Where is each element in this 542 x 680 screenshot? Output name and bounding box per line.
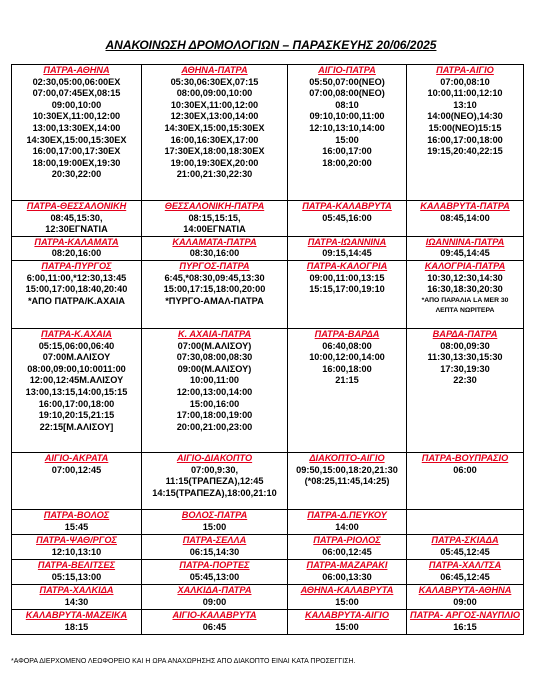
route-row (12, 236, 524, 260)
route-cell (142, 328, 288, 452)
route-header: ΠΑΤΡΑ-ΣΕΛΛΑ (182, 534, 247, 545)
route-header: ΠΑΤΡΑ-ΚΑΛΑΒΡΥΤΑ (302, 201, 392, 211)
departure-times: 05:45,13:00 (189, 571, 240, 582)
departure-times: 06:45,12:45 (440, 571, 490, 582)
departure-times: 16:00,17:00,17:30ΕΧ (32, 146, 121, 157)
departure-times: 05:50,07:00(ΝΕΟ) (309, 76, 385, 87)
departure-times: 16:00,17:00 (322, 146, 372, 157)
departure-times: 14:30ΕΧ,15:00,15:30ΕΧ (164, 122, 265, 133)
departure-times: (*08:25,11:45,14:25) (304, 476, 390, 487)
departure-times: 10:30ΕΧ,11:00,12:00 (170, 99, 259, 110)
route-cell (288, 559, 407, 584)
route-header: ΠΑΤΡΑ-ΒΟΥΠΡΑΣΙΟ (421, 452, 509, 463)
departure-times: 14:00ΕΓΝΑΤΙΑ (183, 224, 246, 235)
page-title: ΑΝΑΚΟΙΝΩΣΗ ΔΡΟΜΟΛΟΓΙΩΝ – ΠΑΡΑΣΚΕΥΗΣ 20/06/2025 (105, 38, 437, 52)
route-cell (142, 559, 288, 584)
departure-times: 09:00,10:00 (51, 99, 102, 110)
route-cell (288, 452, 407, 509)
route-cell (407, 534, 524, 559)
departure-times: 18:00,20:00 (322, 157, 372, 168)
departure-times: 06:40,08:00 (322, 340, 372, 351)
departure-times: 10:30,12:30,14:30 (427, 272, 503, 283)
departure-times: 16:15 (453, 621, 477, 632)
departure-times: 07:00,9:30, (191, 464, 238, 475)
departure-times: 06:45 (202, 621, 227, 632)
route-header: ΑΙΓΙΟ-ΠΑΤΡΑ (318, 65, 376, 75)
route-row (12, 609, 524, 634)
route-cell (142, 509, 288, 534)
departure-times: 22:30 (453, 375, 477, 386)
departure-times: 14:30 (64, 596, 89, 607)
departure-times: 22:15[Μ.ΑΛΙΣΟΥ] (39, 421, 114, 432)
departure-times: 13:00,13:30ΕΧ,14:00 (32, 122, 121, 133)
departure-times: 12:30ΕΧ,13:00,14:00 (170, 111, 259, 122)
route-header: ΠΥΡΓΟΣ-ΠΑΤΡΑ (179, 260, 250, 271)
route-header: ΑΙΓΙΟ-ΚΑΛΑΒΡΥΤΑ (172, 609, 257, 620)
route-cell (407, 452, 524, 509)
departure-times: 16:00,17:00,18:00 (38, 398, 115, 409)
route-cell (12, 534, 142, 559)
departure-times: 13:00,13:15,14:00,15:15 (25, 386, 128, 397)
route-header: ΑΘΗΝΑ-ΠΑΤΡΑ (181, 65, 248, 75)
departure-times: 18:15 (64, 621, 89, 632)
route-header: ΑΘΗΝΑ-ΚΑΛΑΒΡΥΤΑ (300, 584, 394, 595)
route-header: ΠΑΤΡΑ-ΡΙΟΛΟΣ (313, 534, 381, 545)
route-row (12, 559, 524, 584)
departure-times: 15:00,17:15,18:00,20:00 (163, 284, 266, 295)
route-header: ΚΑΛΑΜΑΤΑ-ΠΑΤΡΑ (172, 236, 257, 247)
departure-times: 19:10,20:15,21:15 (38, 410, 115, 421)
departure-times: 05:15,06:00,06:40 (38, 340, 115, 351)
departure-times: 16:00,18:00 (322, 363, 372, 374)
route-header: ΠΑΤΡΑ-ΑΙΓΙΟ (436, 65, 494, 75)
departure-times: 12:10,13:10 (51, 546, 102, 557)
departure-times: 02:30,05:00,06:00ΕΧ (32, 76, 121, 87)
route-cell (142, 236, 288, 260)
route-header: ΠΑΤΡΑ-ΚΑΛΑΜΑΤΑ (34, 236, 119, 247)
departure-times: 16:30,18:30,20:30 (427, 284, 503, 295)
departure-times: 15:15,17:00,19:10 (309, 284, 385, 295)
route-header: ΠΑΤΡΑ-ΧΑΛ/ΤΣΑ (428, 559, 502, 570)
route-cell (142, 534, 288, 559)
departure-times: 19:00,19:30ΕΧ,20:00 (170, 157, 259, 168)
route-header: ΚΑΛΑΒΡΥΤΑ-ΠΑΤΡΑ (420, 201, 510, 211)
departure-times: 12:00,13:00,14:00 (176, 386, 253, 397)
route-header: ΑΙΓΙΟ-ΑΚΡΑΤΑ (44, 452, 109, 463)
route-header: ΠΑΤΡΑ-ΑΘΗΝΑ (43, 65, 110, 75)
route-cell (407, 65, 524, 201)
route-header: ΚΑΛΑΒΡΥΤΑ-ΑΙΓΙΟ (304, 609, 390, 620)
route-cell (142, 609, 288, 634)
route-cell (12, 260, 142, 328)
route-cell (288, 201, 407, 237)
departure-times: 09:00 (202, 596, 227, 607)
departure-times: *ΠΥΡΓΟ-ΑΜΑΛ-ΠΑΤΡΑ (165, 295, 264, 306)
route-cell (407, 236, 524, 260)
departure-times: 08:45,15:30, (50, 212, 103, 223)
departure-times: 07:30,08:00,08:30 (176, 352, 253, 363)
route-cell (142, 584, 288, 609)
departure-times: 17:30ΕΧ,18:00,18:30ΕΧ (164, 146, 265, 157)
footnote: *ΑΦΟΡΑ ΔΙΕΡΧΟΜΕΝΟ ΛΕΩΦΟΡΕΙΟ ΚΑΙ Η ΩΡΑ ΑΝΑΧΩΡΗΣΗΣ ΑΠΟ ΔΙΑΚΟΠΤΟ ΕΙΝΑΙ ΚΑΤΑ ΠΡΟΣΕΓΓΙΣΗ. (11, 658, 356, 665)
route-row (12, 328, 524, 452)
route-cell (288, 609, 407, 634)
route-header: ΠΑΤΡΑ-ΣΚΙΑΔΑ (431, 534, 499, 545)
departure-times: 08:45,14:00 (440, 212, 490, 223)
route-cell (288, 534, 407, 559)
route-row (12, 584, 524, 609)
departure-times: 09:00(Μ.ΑΛΙΣΟΥ) (177, 363, 252, 374)
route-header: ΠΑΤΡΑ-ΙΩΑΝΝΙΝΑ (307, 236, 387, 247)
route-cell (288, 584, 407, 609)
departure-times: 15:00,17:00,18:40,20:40 (25, 284, 128, 295)
departure-times: 21:00,21:30,22:30 (176, 169, 253, 180)
departure-times: 09:50,15:00,18:20,21:30 (296, 464, 398, 475)
departure-times: 08:15,15:15, (188, 212, 241, 223)
route-header: ΑΙΓΙΟ-ΔΙΑΚΟΠΤΟ (176, 452, 253, 463)
route-header: ΠΑΤΡΑ-ΒΕΛΙΤΣΕΣ (37, 559, 116, 570)
departure-times: 08:30,16:00 (189, 248, 240, 259)
departure-times: 10:00,12:00,14:00 (309, 352, 385, 363)
departure-times: 08:20,16:00 (51, 248, 102, 259)
departure-times: 05:45,12:45 (440, 546, 490, 557)
route-header: ΠΑΤΡΑ-ΘΕΣΣΑΛΟΝΙΚΗ (26, 201, 127, 211)
route-header: ΠΑΤΡΑ-ΨΑΘ/ΡΓΟΣ (36, 534, 117, 545)
departure-times: 14:00(ΝΕΟ),14:30 (427, 111, 503, 122)
departure-times: 09:00 (453, 596, 477, 607)
route-header: ΙΩΑΝΝΙΝΑ-ΠΑΤΡΑ (425, 236, 505, 247)
route-row (12, 201, 524, 237)
route-row (12, 452, 524, 509)
route-header: ΠΑΤΡΑ-ΠΥΡΓΟΣ (41, 260, 112, 271)
route-header: ΘΕΣΣΑΛΟΝΙΚΗ-ΠΑΤΡΑ (164, 201, 265, 211)
departure-times: 09:15,14:45 (322, 248, 372, 259)
route-cell (12, 201, 142, 237)
departure-times: 14:00 (335, 521, 359, 532)
route-header: ΠΑΤΡΑ-ΒΟΛΟΣ (43, 509, 110, 520)
route-cell (12, 559, 142, 584)
route-header: ΠΑΤΡΑ-ΒΑΡΔΑ (314, 328, 380, 339)
route-cell (407, 260, 524, 328)
route-row (12, 509, 524, 534)
departure-times: 08:00,09:00,10:00 (176, 88, 253, 99)
departure-times: 12:10,13:10,14:00 (309, 122, 385, 133)
departure-times: 6:45,*08:30,09:45,13:30 (164, 272, 265, 283)
departure-times: 17:30,19:30 (440, 363, 490, 374)
departure-times: *ΑΠΟ ΠΑΤΡΑ/Κ.ΑΧΑΙΑ (27, 295, 126, 306)
route-note: *ΑΠΟ ΠΑΡΑΛΙΑ LA MER 30 (421, 296, 509, 304)
route-cell (142, 65, 288, 201)
departure-times: 15:00,16:00 (189, 398, 240, 409)
schedule-table (11, 64, 524, 635)
departure-times: 13:10 (453, 99, 477, 110)
departure-times: 06:00,13:30 (322, 571, 372, 582)
schedule-body (12, 65, 524, 635)
route-header: ΠΑΤΡΑ-Κ.ΑΧΑΙΑ (41, 328, 112, 339)
departure-times: 07:00,08:10 (440, 76, 490, 87)
departure-times: 6:00,11:00,*12:30,13:45 (26, 272, 127, 283)
departure-times: 14:15(ΤΡΑΠΕΖΑ),18:00,21:10 (152, 487, 277, 498)
route-cell (407, 328, 524, 452)
route-header: Κ. ΑΧΑΙΑ-ΠΑΤΡΑ (177, 328, 252, 339)
route-header: ΒΟΛΟΣ-ΠΑΤΡΑ (181, 509, 248, 520)
departure-times: 20:00,21:00,23:00 (176, 421, 253, 432)
route-cell (288, 260, 407, 328)
route-header: ΚΑΛΑΒΡΥΤΑ-ΑΘΗΝΑ (418, 584, 512, 595)
route-header: ΚΑΛΟΓΡΙΑ-ΠΑΤΡΑ (424, 260, 506, 271)
route-header: ΧΑΛΚΙΔΑ-ΠΑΤΡΑ (177, 584, 252, 595)
departure-times: 07:00(Μ.ΑΛΙΣΟΥ) (177, 340, 252, 351)
route-cell (288, 509, 407, 534)
route-note: ΛΕΠΤΑ ΝΩΡΙΤΕΡΑ (435, 306, 495, 314)
route-header: ΠΑΤΡΑ- ΑΡΓΟΣ-ΝΑΥΠΛΙΟ (409, 609, 521, 620)
route-header: ΠΑΤΡΑ-ΚΑΛΟΓΡΙΑ (306, 260, 388, 271)
route-cell (288, 236, 407, 260)
departure-times: 10:00,11:00 (189, 375, 240, 386)
departure-times: 18:00,19:00ΕΧ,19:30 (32, 157, 121, 168)
departure-times: 05:45,16:00 (322, 212, 372, 223)
departure-times: 07:00,08:00(ΝΕΟ) (309, 88, 385, 99)
route-cell (288, 328, 407, 452)
departure-times: 09:00,11:00,13:15 (309, 272, 385, 283)
departure-times: 21:15 (335, 375, 359, 386)
route-cell (407, 609, 524, 634)
route-cell (407, 201, 524, 237)
departure-times: 17:00,18:00,19:00 (176, 410, 253, 421)
route-header: ΚΑΛΑΒΡΥΤΑ-ΜΑΖΕΙΚΑ (25, 609, 128, 620)
departure-times: 15:00 (202, 521, 227, 532)
route-cell (12, 65, 142, 201)
departure-times: 15:00 (335, 596, 359, 607)
departure-times: 15:00 (335, 134, 359, 145)
departure-times: 14:30ΕΧ,15:00,15:30ΕΧ (26, 134, 127, 145)
route-cell (12, 452, 142, 509)
departure-times: 05:30,06:30ΕΧ,07:15 (170, 76, 259, 87)
route-header: ΒΑΡΔΑ-ΠΑΤΡΑ (432, 328, 498, 339)
departure-times: 06:00 (453, 464, 477, 475)
route-header: ΠΑΤΡΑ-Δ.ΠΕΥΚΟΥ (307, 509, 387, 520)
departure-times: 15:00(ΝΕΟ)15:15 (428, 122, 502, 133)
route-header: ΠΑΤΡΑ-ΜΑΖΑΡΑΚΙ (306, 559, 388, 570)
route-cell (12, 236, 142, 260)
departure-times: 08:10 (335, 99, 359, 110)
route-cell (407, 584, 524, 609)
departure-times: 10:00,11:00,12:10 (427, 88, 503, 99)
route-cell (288, 65, 407, 201)
departure-times: 11:15(ΤΡΑΠΕΖΑ),12:45 (165, 476, 264, 487)
departure-times: 15:00 (335, 621, 359, 632)
departure-times: 07:00,12:45 (51, 464, 102, 475)
route-row (12, 65, 524, 201)
route-cell (407, 509, 524, 534)
departure-times: 08:00,09:00,10:0011:00 (27, 363, 126, 374)
departure-times: 06:15,14:30 (189, 546, 240, 557)
departure-times: 16:00,17:00,18:00 (427, 134, 503, 145)
route-row (12, 534, 524, 559)
departure-times: 10:30ΕΧ,11:00,12:00 (32, 111, 121, 122)
departure-times: 19:15,20:40,22:15 (427, 146, 503, 157)
route-cell (142, 201, 288, 237)
departure-times: 08:00,09:30 (440, 340, 490, 351)
route-header: ΔΙΑΚΟΠΤΟ-ΑΙΓΙΟ (309, 452, 385, 463)
departure-times: 12:30ΕΓΝΑΤΙΑ (45, 224, 108, 235)
departure-times: 16:00,16:30ΕΧ,17:00 (170, 134, 259, 145)
route-header: ΠΑΤΡΑ-ΠΟΡΤΕΣ (179, 559, 250, 570)
route-cell (12, 328, 142, 452)
route-cell (12, 584, 142, 609)
route-cell (407, 559, 524, 584)
route-header: ΠΑΤΡΑ-ΧΑΛΚΙΔΑ (39, 584, 114, 595)
route-cell (142, 260, 288, 328)
departure-times: 05:15,13:00 (51, 571, 102, 582)
departure-times: 09:10,10:00,11:00 (309, 111, 385, 122)
departure-times: 11:30,13:30,15:30 (427, 352, 503, 363)
departure-times: 09:45,14:45 (440, 248, 490, 259)
route-cell (12, 509, 142, 534)
departure-times: 07:00Μ.ΑΛΙΣΟΥ (42, 352, 111, 363)
departure-times: 06:00,12:45 (322, 546, 372, 557)
route-cell (142, 452, 288, 509)
departure-times: 07:00,07:45ΕΧ,08:15 (32, 88, 121, 99)
departure-times: 20:30,22:00 (51, 169, 102, 180)
departure-times: 15:45 (64, 521, 89, 532)
departure-times: 12:00,12:45Μ.ΑΛΙΣΟΥ (29, 375, 124, 386)
route-cell (12, 609, 142, 634)
route-row (12, 260, 524, 328)
